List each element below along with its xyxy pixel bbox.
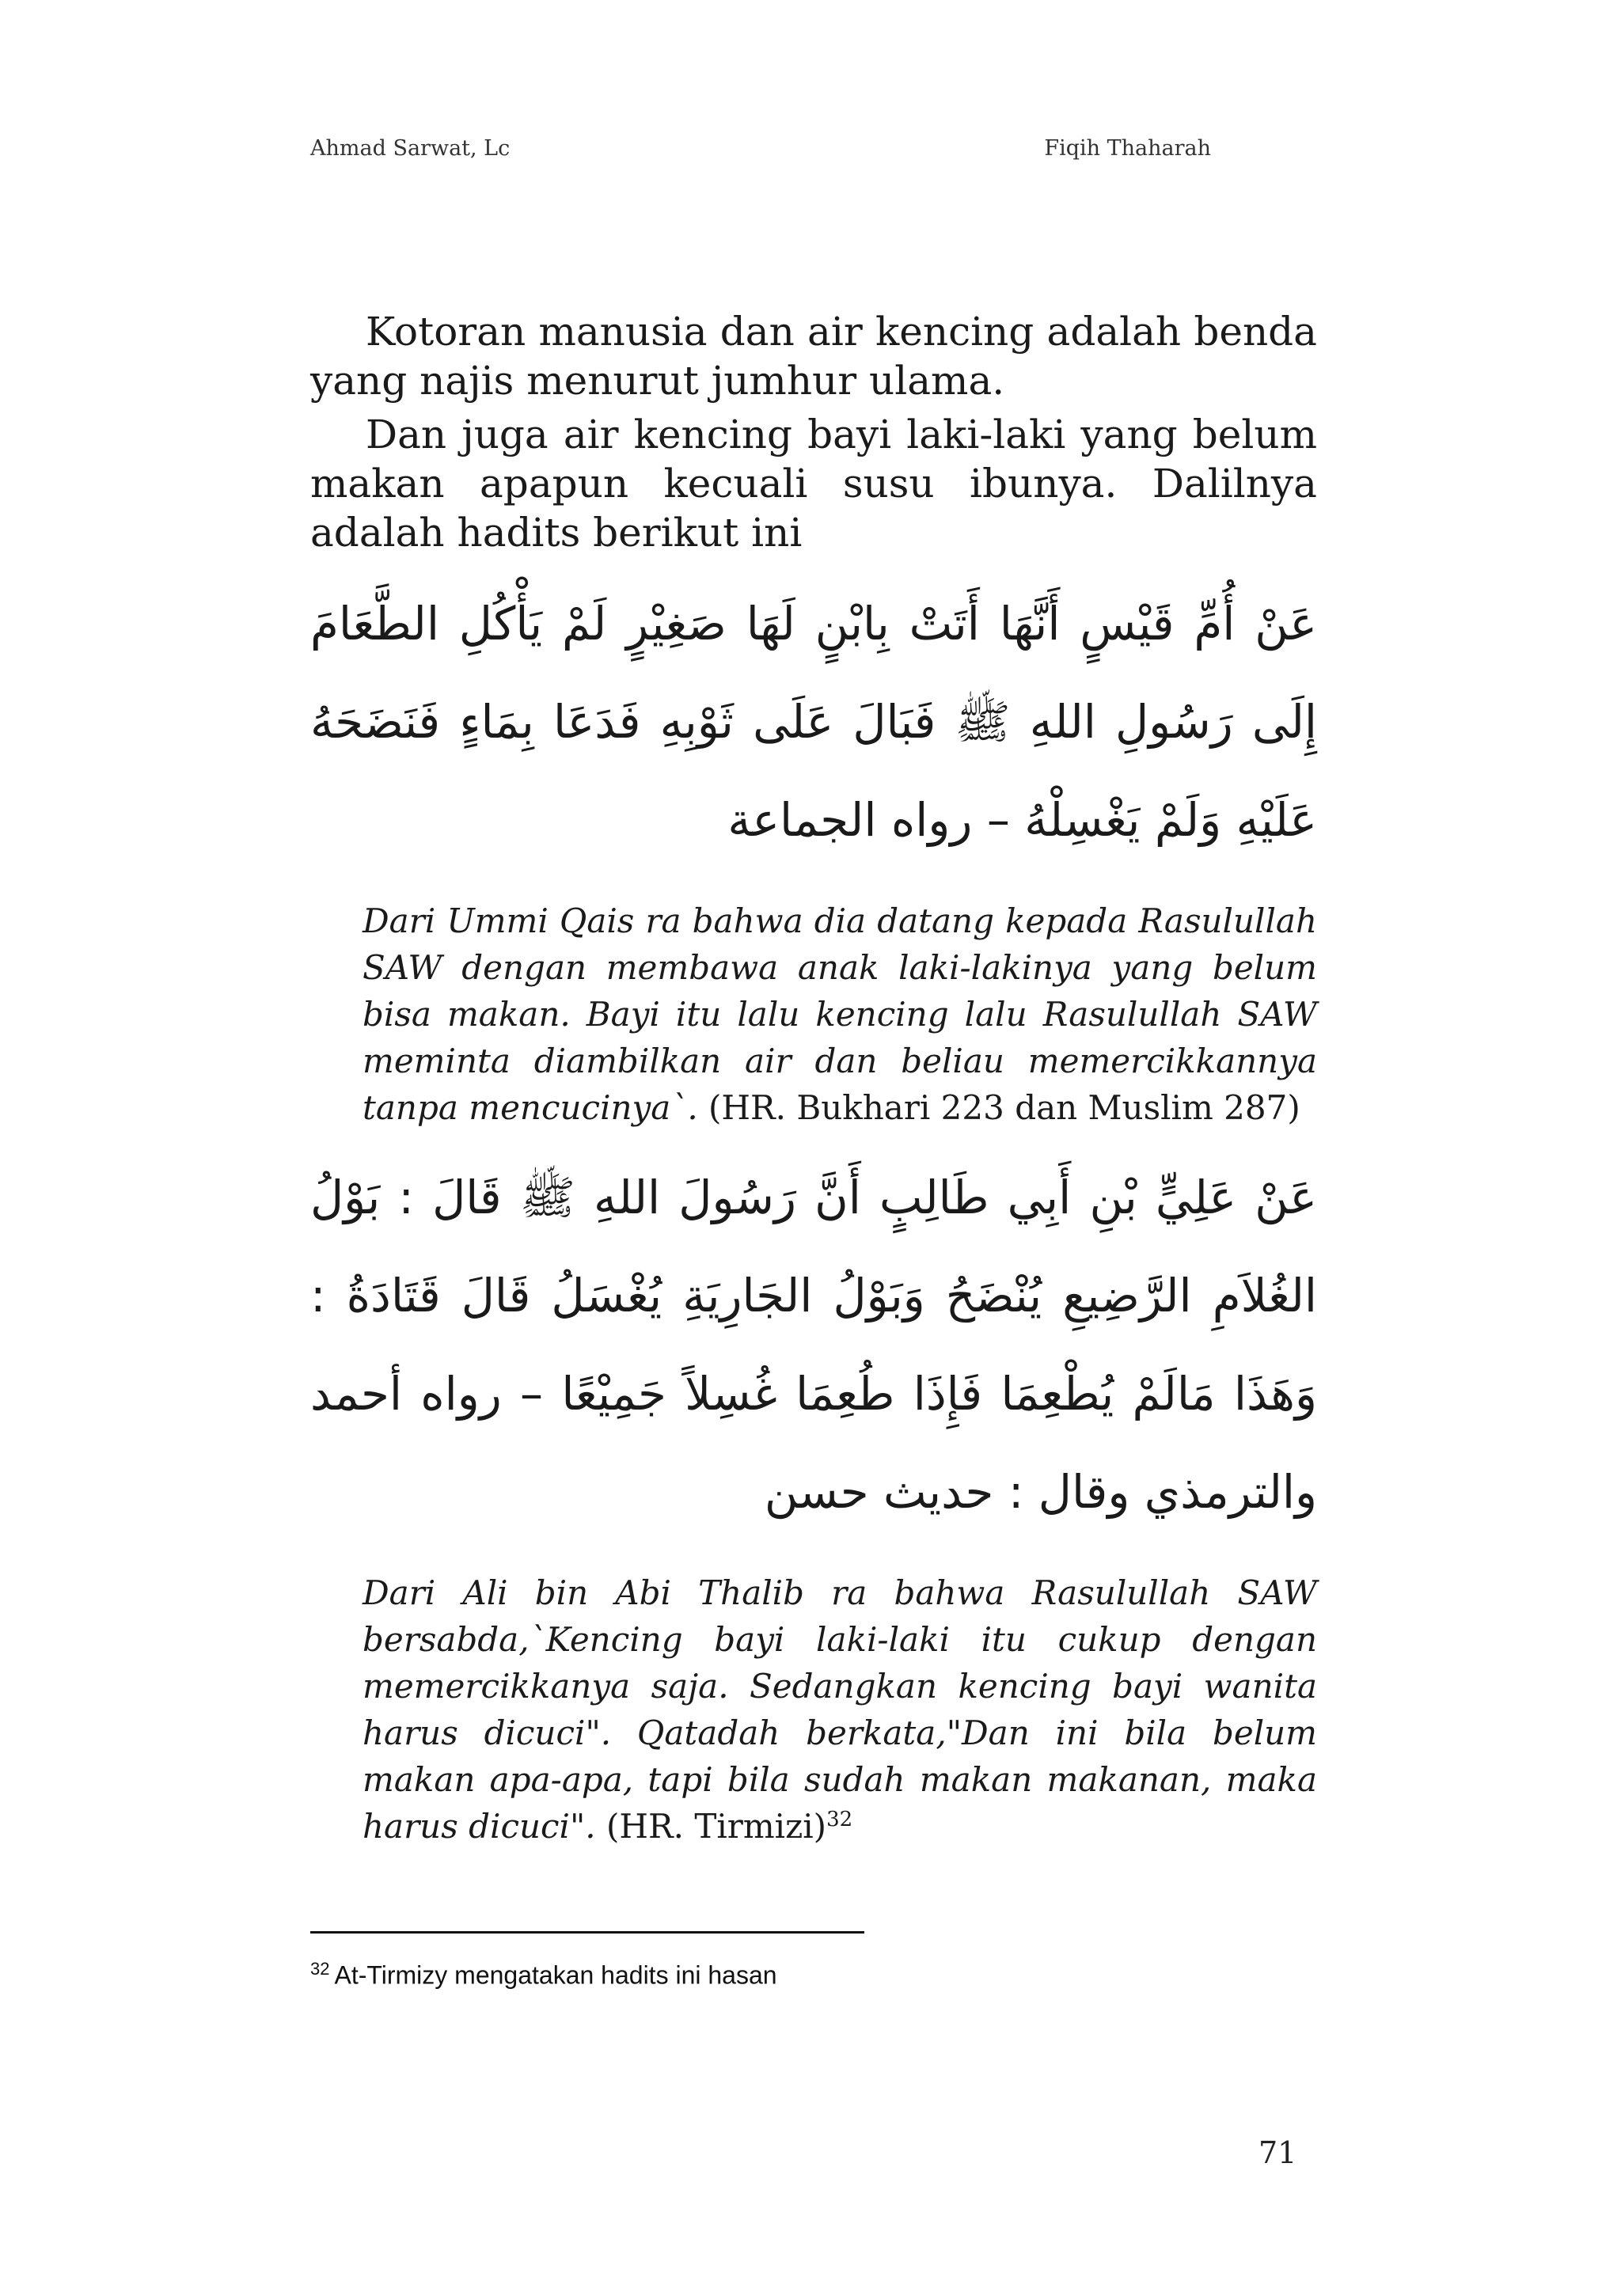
paragraph-baby-urine: Dan juga air kencing bayi laki-laki yang belum makan apapun kecuali susu ibunya. Dalilnya adalah hadits berikut ini <box>310 412 1317 556</box>
hadith-ali-translation <box>363 1569 1317 1850</box>
hadith-ummi-qais-arabic: عَنْ أُمِّ قَيْسٍ أَنَّهَا أَتَتْ بِابْنٍ لَهَا صَغِيْرٍ لَمْ يَأْكُلِ الطَّعَامَ إِلَى رَسُولِ اللهِ ﷺ فَبَالَ عَلَى ثَوْبِهِ فَدَعَا بِمَاءٍ فَنَضَحَهُ عَلَيْهِ وَلَمْ يَغْسِلْهُ – رواه الجماعة <box>310 597 1317 847</box>
hadith-ali-arabic: عَنْ عَلِيٍّ بْنِ أَبِي طَالِبٍ أَنَّ رَسُولَ اللهِ ﷺ قَالَ : بَوْلُ الغُلاَمِ الرَّضِيعِ يُنْضَحُ وَبَوْلُ الجَارِيَةِ يُغْسَلُ قَالَ قَتَادَةُ : وَهَذَا مَالَمْ يُطْعِمَا فَإِذَا طُعِمَا غُسِلاً جَمِيْعًا – رواه أحمد والترمذي وقال : حديث حسن <box>310 1171 1317 1519</box>
hadith-ali-source: (HR. Tirmizi) <box>595 1807 827 1846</box>
footnote-text: At-Tirmizy mengatakan hadits ini hasan <box>334 1960 777 1990</box>
footnote <box>310 1959 777 1990</box>
running-header <box>310 136 1211 168</box>
footnote-reference[interactable]: 32 <box>826 1808 853 1831</box>
hadith-ali-translation-text: Dari Ali bin Abi Thalib ra bahwa Rasulullah SAW bersabda,`Kencing bayi laki-laki itu cukup dengan memercikkanya saja. Sedangkan kencing bayi wanita harus dicuci". Qatadah berkata,"Dan ini bila belum makan apa-apa, tapi bila sudah makan makanan, maka harus dicuci". <box>363 1573 1317 1846</box>
hadith-ummi-qais-translation-text: Dari Ummi Qais ra bahwa dia datang kepada Rasulullah SAW dengan membawa anak laki-lakinya yang belum bisa makan. Bayi itu lalu kencing lalu Rasulullah SAW meminta diambilkan air dan beliau memercikkannya tanpa mencucinya`. <box>363 901 1317 1127</box>
hadith-ummi-qais-translation <box>363 898 1317 1131</box>
paragraph-najis-intro: Kotoran manusia dan air kencing adalah benda yang najis menurut jumhur ulama. <box>310 309 1317 404</box>
footnote-divider <box>310 1931 864 1934</box>
header-author: Ahmad Sarwat, Lc <box>310 136 511 161</box>
hadith-ummi-qais-source: (HR. Bukhari 223 dan Muslim 287) <box>697 1088 1300 1127</box>
page-body <box>310 307 1317 1850</box>
header-book-title: Fiqih Thaharah <box>1044 136 1211 161</box>
page-number: 71 <box>1258 2135 1297 2170</box>
footnote-number: 32 <box>310 1959 330 1979</box>
